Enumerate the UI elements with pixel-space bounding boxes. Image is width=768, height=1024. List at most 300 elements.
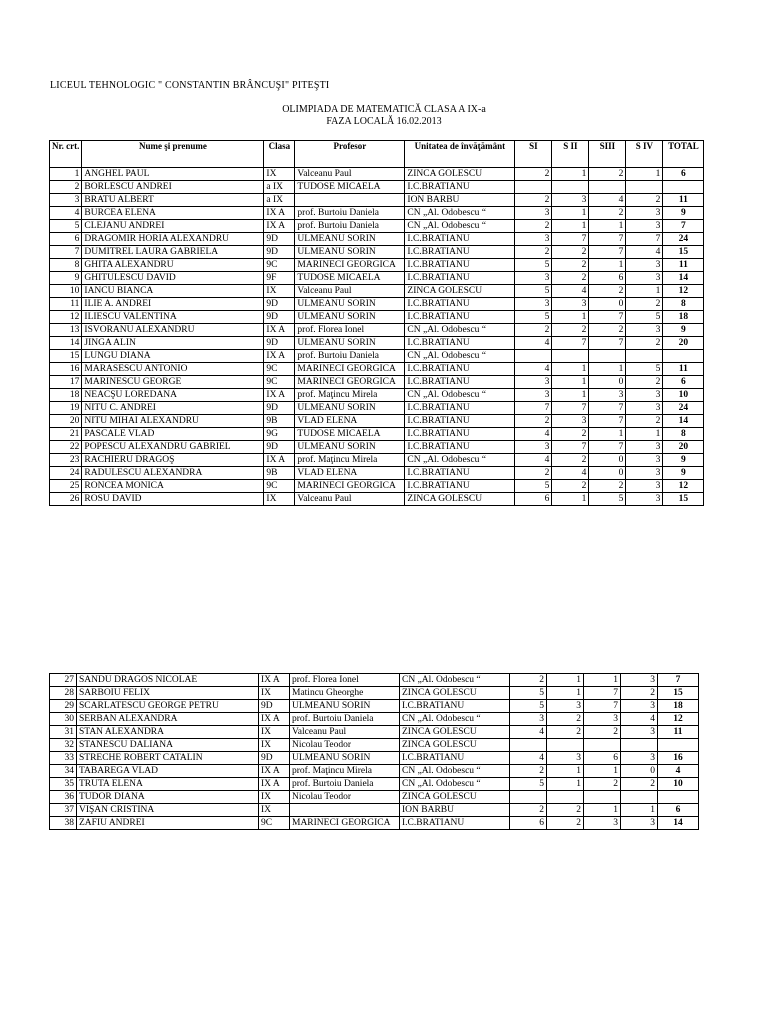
s4-score: 2 [626,337,663,350]
total-score: 8 [663,298,704,311]
class-cell: 9B [264,415,295,428]
class-cell: IX [264,493,295,506]
table-row [50,285,704,298]
table-row [50,402,704,415]
s1-score: 2 [515,415,552,428]
s2-score: 1 [552,389,589,402]
s4-score [626,350,663,363]
s1-score: 3 [515,272,552,285]
s1-score: 3 [515,233,552,246]
student-name: MARINESCU GEORGE [82,376,264,389]
s2-score: 1 [552,311,589,324]
s4-score: 2 [626,298,663,311]
total-score: 6 [658,804,699,817]
s1-score: 4 [515,363,552,376]
teacher-cell: MARINECI GEORGICA [295,376,405,389]
class-cell: IX [264,168,295,181]
header-row [50,141,704,168]
s4-score: 3 [626,272,663,285]
s2-score: 1 [547,687,584,700]
s1-score: 3 [515,207,552,220]
class-cell: 9C [264,363,295,376]
s4-score: 1 [621,804,658,817]
class-cell: 9B [264,467,295,480]
s3-score: 1 [589,428,626,441]
s4-score: 3 [626,259,663,272]
table-row [50,363,704,376]
s3-score: 1 [589,259,626,272]
school-cell: I.C.BRATIANU [405,337,515,350]
row-nr: 37 [50,804,77,817]
s3-score [589,350,626,363]
s2-score: 3 [547,752,584,765]
student-name: PASCALE VLAD [82,428,264,441]
student-name: GHITULESCU DAVID [82,272,264,285]
table-row [50,713,699,726]
s4-score: 2 [621,687,658,700]
s2-score: 1 [547,778,584,791]
row-nr: 23 [50,454,82,467]
s2-score: 2 [552,428,589,441]
total-score: 15 [658,687,699,700]
s1-score: 3 [515,298,552,311]
student-name: RADULESCU ALEXANDRA [82,467,264,480]
s2-score: 7 [552,337,589,350]
s2-score: 2 [552,480,589,493]
s1-score: 2 [510,804,547,817]
row-nr: 25 [50,480,82,493]
row-nr: 38 [50,817,77,830]
s2-score: 2 [552,454,589,467]
school-cell: CN „Al. Odobescu “ [400,778,510,791]
results-body-page2 [50,674,699,830]
total-score: 14 [658,817,699,830]
table-row [50,337,704,350]
total-score: 4 [658,765,699,778]
s2-score: 2 [552,246,589,259]
class-cell: 9D [264,337,295,350]
table-row [50,700,699,713]
teacher-cell: ULMEANU SORIN [290,752,400,765]
total-score: 15 [663,493,704,506]
total-score: 14 [663,272,704,285]
row-nr: 33 [50,752,77,765]
s3-score: 3 [584,817,621,830]
class-cell: IX A [264,389,295,402]
s2-score: 4 [552,467,589,480]
s2-score [547,791,584,804]
table-row [50,778,699,791]
table-row [50,324,704,337]
school-cell: ZINCA GOLESCU [400,791,510,804]
row-nr: 17 [50,376,82,389]
table-row [50,791,699,804]
results-table-page2 [49,673,699,830]
s1-score: 3 [515,389,552,402]
school-cell: I.C.BRATIANU [405,246,515,259]
row-nr: 10 [50,285,82,298]
results-body-page1 [50,168,704,506]
s1-score: 2 [510,674,547,687]
s4-score: 2 [626,194,663,207]
s2-score: 7 [552,233,589,246]
school-cell: CN „Al. Odobescu “ [405,454,515,467]
s3-score: 6 [589,272,626,285]
table-row [50,207,704,220]
row-nr: 9 [50,272,82,285]
teacher-cell: TUDOSE MICAELA [295,428,405,441]
school-cell: CN „Al. Odobescu “ [405,389,515,402]
s4-score: 3 [626,441,663,454]
school-cell: CN „Al. Odobescu “ [405,324,515,337]
teacher-cell: ULMEANU SORIN [295,402,405,415]
total-score: 10 [663,389,704,402]
s2-score: 1 [552,376,589,389]
table-row [50,804,699,817]
total-score [658,791,699,804]
table-row [50,454,704,467]
teacher-cell: MARINECI GEORGICA [295,363,405,376]
table-row [50,389,704,402]
student-name: VIŞAN CRISTINA [77,804,259,817]
col-name: Nume şi prenume [82,141,264,168]
total-score [663,350,704,363]
total-score: 6 [663,376,704,389]
s2-score: 1 [552,493,589,506]
student-name: SERBAN ALEXANDRA [77,713,259,726]
table-row [50,272,704,285]
s3-score: 7 [589,402,626,415]
row-nr: 28 [50,687,77,700]
table-row [50,726,699,739]
row-nr: 8 [50,259,82,272]
s4-score: 3 [626,454,663,467]
teacher-cell: prof. Burtoiu Daniela [290,713,400,726]
s2-score: 7 [552,441,589,454]
row-nr: 32 [50,739,77,752]
school-cell: I.C.BRATIANU [405,363,515,376]
total-score: 10 [658,778,699,791]
class-cell: 9D [259,752,290,765]
row-nr: 2 [50,181,82,194]
class-cell: a IX [264,194,295,207]
student-name: STANESCU DALIANA [77,739,259,752]
class-cell: IX A [264,350,295,363]
results-table-page1 [49,140,704,506]
table-row [50,687,699,700]
s3-score: 7 [589,246,626,259]
total-score: 20 [663,441,704,454]
s2-score: 1 [552,220,589,233]
total-score: 8 [663,428,704,441]
class-cell: 9D [264,311,295,324]
s4-score: 3 [626,207,663,220]
col-class: Clasa [264,141,295,168]
total-score: 12 [658,713,699,726]
total-score: 11 [663,194,704,207]
s4-score: 3 [621,752,658,765]
s3-score: 3 [584,713,621,726]
s2-score: 4 [552,285,589,298]
s1-score: 3 [515,441,552,454]
s2-score [552,350,589,363]
row-nr: 16 [50,363,82,376]
total-score: 7 [663,220,704,233]
student-name: ILIE A. ANDREI [82,298,264,311]
s4-score: 3 [626,324,663,337]
row-nr: 5 [50,220,82,233]
class-cell: 9D [264,441,295,454]
s3-score: 5 [589,493,626,506]
row-nr: 13 [50,324,82,337]
table-row [50,428,704,441]
teacher-cell: prof. Maţincu Mirela [295,454,405,467]
s4-score: 3 [626,389,663,402]
s1-score: 4 [515,428,552,441]
row-nr: 29 [50,700,77,713]
teacher-cell: prof. Burtoiu Daniela [295,350,405,363]
s1-score: 2 [515,168,552,181]
s4-score: 5 [626,363,663,376]
table-row [50,493,704,506]
table-row [50,220,704,233]
table-row [50,181,704,194]
s2-score: 7 [552,402,589,415]
school-cell: ZINCA GOLESCU [400,739,510,752]
row-nr: 20 [50,415,82,428]
school-cell: CN „Al. Odobescu “ [405,350,515,363]
s1-score: 5 [510,700,547,713]
student-name: DUMITREL LAURA GABRIELA [82,246,264,259]
s3-score: 2 [584,726,621,739]
s4-score: 1 [626,285,663,298]
s2-score [552,181,589,194]
student-name: BRATU ALBERT [82,194,264,207]
s1-score: 3 [515,376,552,389]
s4-score: 4 [626,246,663,259]
student-name: TABAREGA VLAD [77,765,259,778]
s2-score: 3 [547,700,584,713]
s3-score: 2 [589,207,626,220]
student-name: NEACŞU LOREDANA [82,389,264,402]
school-cell: I.C.BRATIANU [400,817,510,830]
s3-score: 7 [589,311,626,324]
total-score: 9 [663,207,704,220]
class-cell: IX [259,804,290,817]
school-cell: I.C.BRATIANU [400,752,510,765]
s3-score: 4 [589,194,626,207]
class-cell: 9C [264,376,295,389]
total-score: 9 [663,324,704,337]
row-nr: 1 [50,168,82,181]
s3-score: 2 [589,285,626,298]
s4-score: 3 [626,480,663,493]
student-name: TRUTA ELENA [77,778,259,791]
total-score: 6 [663,168,704,181]
school-cell: I.C.BRATIANU [405,376,515,389]
row-nr: 31 [50,726,77,739]
s2-score: 3 [552,194,589,207]
school-name: LICEUL TEHNOLOGIC " CONSTANTIN BRÂNCUŞI" PITEŞTI [50,80,330,91]
class-cell: 9D [264,233,295,246]
row-nr: 34 [50,765,77,778]
teacher-cell: prof. Burtoiu Daniela [295,220,405,233]
teacher-cell: VLAD ELENA [295,467,405,480]
student-name: IANCU BIANCA [82,285,264,298]
table-row [50,259,704,272]
total-score: 12 [663,285,704,298]
teacher-cell: prof. Maţincu Mirela [295,389,405,402]
school-cell: I.C.BRATIANU [405,428,515,441]
student-name: ROSU DAVID [82,493,264,506]
table-row [50,350,704,363]
col-teacher: Profesor [295,141,405,168]
total-score: 15 [663,246,704,259]
s4-score: 7 [626,233,663,246]
table-row [50,739,699,752]
teacher-cell: ULMEANU SORIN [290,700,400,713]
s1-score: 4 [510,726,547,739]
s4-score: 1 [626,168,663,181]
teacher-cell: prof. Florea Ionel [290,674,400,687]
s3-score [584,791,621,804]
s3-score: 3 [589,389,626,402]
teacher-cell: TUDOSE MICAELA [295,181,405,194]
class-cell: IX A [259,713,290,726]
student-name: MARASESCU ANTONIO [82,363,264,376]
s4-score [621,791,658,804]
table-row [50,311,704,324]
class-cell: 9D [264,298,295,311]
school-cell: I.C.BRATIANU [400,700,510,713]
s4-score: 3 [626,402,663,415]
s4-score: 0 [621,765,658,778]
s2-score: 1 [552,168,589,181]
student-name: NITU MIHAI ALEXANDRU [82,415,264,428]
table-row [50,194,704,207]
total-score: 20 [663,337,704,350]
teacher-cell: Valceanu Paul [295,285,405,298]
total-score: 24 [663,402,704,415]
s1-score: 2 [510,765,547,778]
col-total: TOTAL [663,141,704,168]
s1-score [515,181,552,194]
s2-score: 2 [547,713,584,726]
class-cell: 9G [264,428,295,441]
class-cell: IX A [264,220,295,233]
s4-score: 3 [621,726,658,739]
s1-score [515,350,552,363]
s4-score [621,739,658,752]
s4-score: 3 [626,220,663,233]
total-score: 11 [658,726,699,739]
class-cell: IX A [264,324,295,337]
s4-score: 4 [621,713,658,726]
school-cell: CN „Al. Odobescu “ [400,765,510,778]
s4-score: 2 [621,778,658,791]
s1-score: 3 [510,713,547,726]
school-cell: I.C.BRATIANU [405,480,515,493]
table-row [50,765,699,778]
school-cell: ZINCA GOLESCU [405,168,515,181]
teacher-cell: Valceanu Paul [295,168,405,181]
s2-score: 2 [547,804,584,817]
total-score [658,739,699,752]
s2-score: 2 [552,324,589,337]
teacher-cell: MARINECI GEORGICA [295,480,405,493]
s3-score: 0 [589,467,626,480]
table-row [50,168,704,181]
class-cell: 9C [259,817,290,830]
s4-score: 3 [626,493,663,506]
s3-score: 0 [589,298,626,311]
row-nr: 11 [50,298,82,311]
teacher-cell: Valceanu Paul [290,726,400,739]
student-name: ILIESCU VALENTINA [82,311,264,324]
total-score: 11 [663,259,704,272]
teacher-cell: ULMEANU SORIN [295,233,405,246]
row-nr: 21 [50,428,82,441]
teacher-cell: Matincu Gheorghe [290,687,400,700]
s1-score: 7 [515,402,552,415]
s3-score [589,181,626,194]
s4-score: 3 [621,700,658,713]
school-cell: I.C.BRATIANU [405,233,515,246]
school-cell: ZINCA GOLESCU [405,493,515,506]
s1-score: 5 [510,778,547,791]
s4-score: 3 [621,674,658,687]
s3-score: 2 [589,324,626,337]
s3-score: 0 [589,376,626,389]
s3-score: 1 [584,674,621,687]
row-nr: 4 [50,207,82,220]
student-name: JINGA ALIN [82,337,264,350]
school-cell: CN „Al. Odobescu “ [405,207,515,220]
school-cell: I.C.BRATIANU [405,402,515,415]
s3-score: 2 [589,168,626,181]
table-row [50,233,704,246]
teacher-cell: prof. Burtoiu Daniela [295,207,405,220]
total-score: 12 [663,480,704,493]
s3-score: 1 [589,363,626,376]
teacher-cell: Nicolau Teodor [290,791,400,804]
s1-score: 2 [515,194,552,207]
s2-score: 1 [547,674,584,687]
table-row [50,674,699,687]
s1-score: 2 [515,220,552,233]
row-nr: 18 [50,389,82,402]
teacher-cell: MARINECI GEORGICA [295,259,405,272]
s4-score: 3 [621,817,658,830]
s2-score: 3 [552,415,589,428]
row-nr: 24 [50,467,82,480]
s1-score: 2 [515,246,552,259]
s3-score: 7 [589,337,626,350]
class-cell: IX A [259,778,290,791]
col-s1: SI [515,141,552,168]
school-cell: CN „Al. Odobescu “ [400,674,510,687]
school-cell: I.C.BRATIANU [405,415,515,428]
school-cell: CN „Al. Odobescu “ [405,220,515,233]
s4-score: 2 [626,415,663,428]
row-nr: 22 [50,441,82,454]
s3-score: 0 [589,454,626,467]
s3-score: 1 [584,765,621,778]
s2-score: 3 [552,298,589,311]
s4-score: 5 [626,311,663,324]
row-nr: 6 [50,233,82,246]
col-school: Unitatea de învăţământ [405,141,515,168]
